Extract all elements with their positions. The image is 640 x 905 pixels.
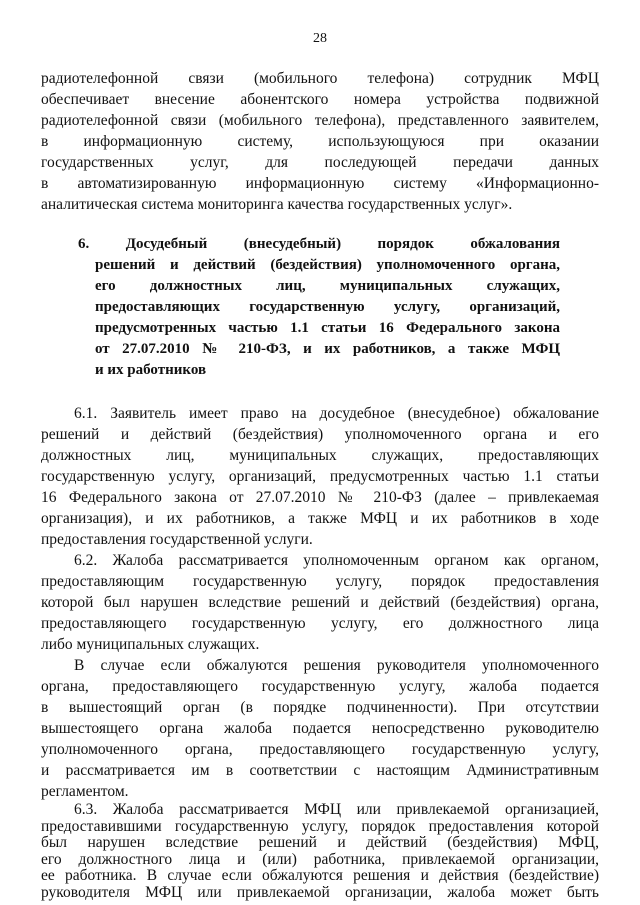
text-line: и рассматривается им в соответствии с настоящим Административным bbox=[41, 762, 599, 779]
page-number: 28 bbox=[313, 31, 327, 46]
text-line: радиотелефонной связи (мобильного телефона), представленного заявителем, bbox=[41, 112, 599, 129]
text-line: вышестоящего органа жалоба подается непосредственно руководителю bbox=[41, 720, 599, 737]
text-line: либо муниципальных служащих. bbox=[41, 636, 260, 653]
text-line: его должностного лица и (или) работника, привлекаемой организации, bbox=[41, 851, 599, 868]
text-line: в информационную систему, использующуюся при оказании bbox=[41, 133, 599, 150]
text-line: 6.3. Жалоба рассматривается МФЦ или привлекаемой организацией, bbox=[74, 802, 599, 818]
text-line: радиотелефонной связи (мобильного телефона) сотрудник МФЦ bbox=[41, 70, 599, 87]
text-line: предоставляющим государственную услугу, порядок предоставления bbox=[41, 573, 599, 590]
heading-line: решений и действий (бездействия) уполномоченного органа, bbox=[95, 257, 560, 273]
text-line: аналитическая система мониторинга качества государственных услуг». bbox=[41, 196, 513, 213]
text-line: государственных услуг, для последующей передачи данных bbox=[41, 154, 599, 171]
text-line: обеспечивает внесение абонентского номера устройства подвижной bbox=[41, 91, 599, 108]
text-line: которой был нарушен вследствие решений и действий (бездействия) органа, bbox=[41, 594, 599, 611]
heading-line: предоставляющих государственную услугу, организаций, bbox=[95, 299, 560, 315]
text-line: в автоматизированную информационную систему «Информационно- bbox=[41, 175, 599, 192]
text-line: 6.1. Заявитель имеет право на досудебное (внесудебное) обжалование bbox=[74, 405, 599, 422]
text-line: в вышестоящий орган (в порядке подчиненности). При отсутствии bbox=[41, 699, 599, 716]
text-line: государственную услугу, организаций, предусмотренных частью 1.1 статьи bbox=[41, 468, 599, 485]
text-line: руководителя МФЦ или привлекаемой организации, жалоба может быть bbox=[41, 885, 599, 901]
text-line: 16 Федерального закона от 27.07.2010 № 210-ФЗ (далее – привлекаемая bbox=[41, 489, 599, 506]
text-line: ее работника. В случае если обжалуются решения и действия (бездействие) bbox=[41, 868, 599, 885]
heading-line: 6. Досудебный (внесудебный) порядок обжалования bbox=[78, 236, 560, 252]
text-line: был нарушен вследствие решений и действий (бездействия) МФЦ, bbox=[41, 835, 599, 852]
text-line: должностных лиц, муниципальных служащих, предоставляющих bbox=[41, 447, 599, 464]
heading-line: его должностных лиц, муниципальных служащих, bbox=[95, 278, 560, 294]
text-line: организация), и их работников, а также МФЦ и их работников в ходе bbox=[41, 510, 599, 527]
text-line: предоставления государственной услуги. bbox=[41, 531, 313, 548]
text-line: 6.2. Жалоба рассматривается уполномоченным органом как органом, bbox=[74, 552, 599, 569]
text-line: регламентом. bbox=[41, 783, 129, 800]
text-line: уполномоченного органа, предоставляющего государственную услугу, bbox=[41, 741, 599, 758]
text-line: решений и действий (бездействия) уполномоченного органа и его bbox=[41, 426, 599, 443]
text-line: органа, предоставляющего государственную услугу, жалоба подается bbox=[41, 678, 599, 695]
text-line: предоставившими государственную услугу, порядок предоставления которой bbox=[41, 818, 599, 835]
text-line: В случае если обжалуются решения руководителя уполномоченного bbox=[74, 657, 599, 674]
heading-line: от 27.07.2010 № 210-ФЗ, и их работников, а также МФЦ bbox=[95, 341, 560, 357]
heading-line: предусмотренных частью 1.1 статьи 16 Федерального закона bbox=[95, 320, 560, 336]
text-line: предоставляющего государственную услугу, его должностного лица bbox=[41, 615, 599, 632]
heading-line: и их работников bbox=[95, 362, 207, 378]
